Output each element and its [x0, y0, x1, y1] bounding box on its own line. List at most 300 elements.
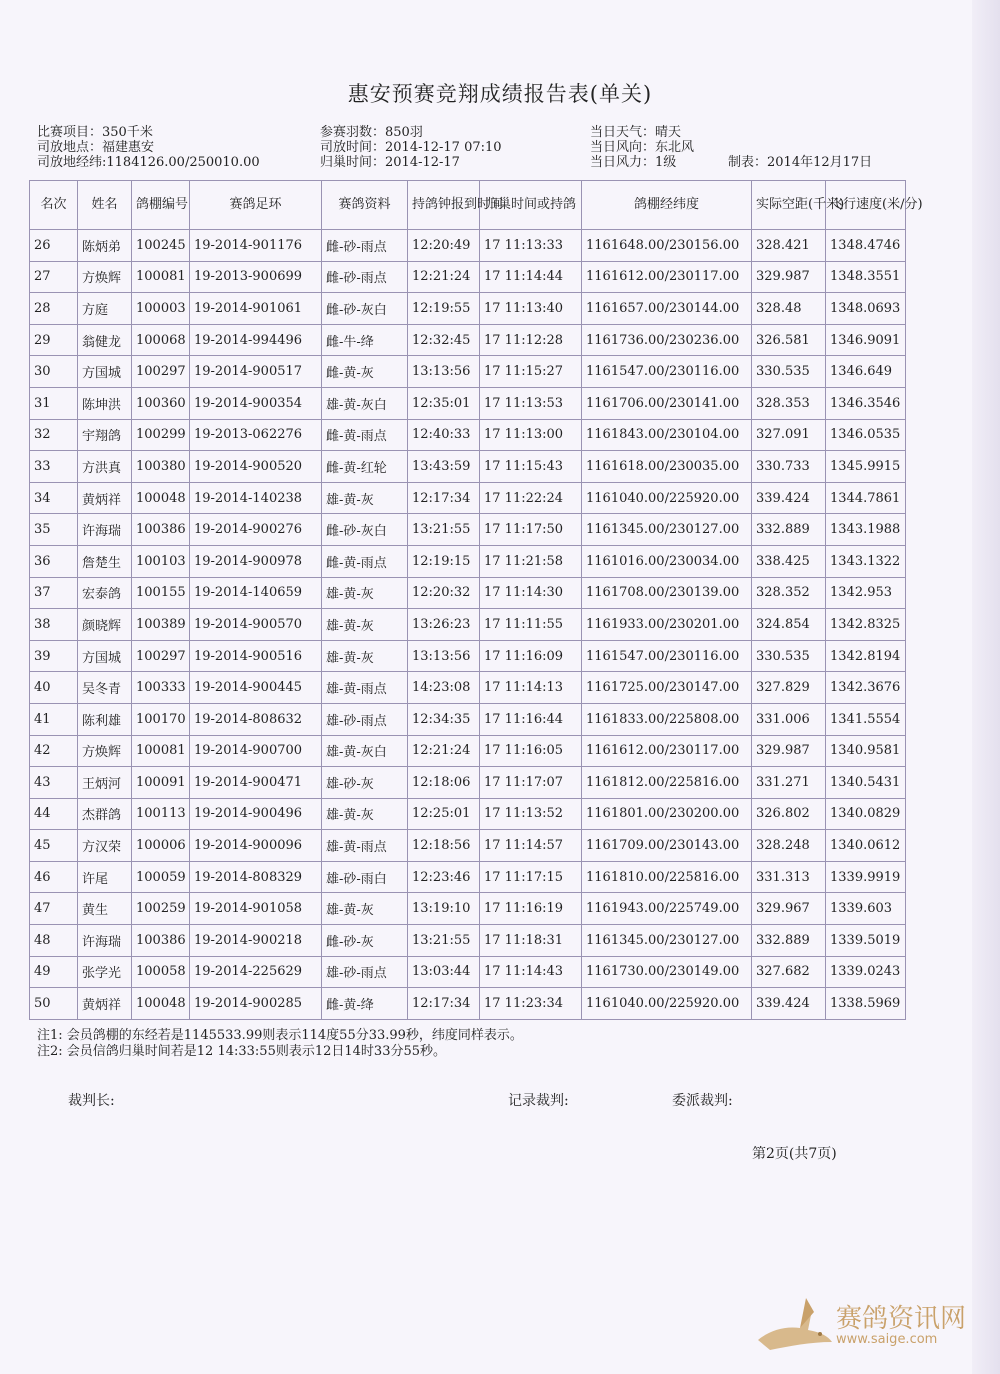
- cell-ring-number: 19-2014-900471: [190, 767, 322, 799]
- cell-rank: 32: [30, 419, 78, 451]
- cell-loft-id: 100006: [132, 830, 190, 862]
- info-release-time: 司放时间：2014-12-17 07:10: [320, 140, 502, 155]
- cell-rank: 37: [30, 577, 78, 609]
- cell-return-time: 17 11:11:55: [480, 609, 582, 641]
- cell-bird-info: 雌-砂-雨点: [322, 230, 408, 262]
- cell-ring-number: 19-2014-900096: [190, 830, 322, 862]
- cell-distance: 327.091: [752, 419, 826, 451]
- cell-clock-time: 12:18:06: [408, 767, 480, 799]
- table-row: [30, 609, 906, 641]
- cell-name: 方洪真: [78, 451, 132, 483]
- cell-return-time: 17 11:16:44: [480, 703, 582, 735]
- cell-speed: 1340.9581: [826, 735, 906, 767]
- cell-name: 方国城: [78, 640, 132, 672]
- table-row: [30, 830, 906, 862]
- table-row: [30, 387, 906, 419]
- cell-loft-id: 100380: [132, 451, 190, 483]
- table-row: [30, 988, 906, 1020]
- cell-rank: 29: [30, 324, 78, 356]
- cell-name: 方汉荣: [78, 830, 132, 862]
- cell-return-time: 17 11:14:30: [480, 577, 582, 609]
- cell-distance: 339.424: [752, 988, 826, 1020]
- cell-return-time: 17 11:12:28: [480, 324, 582, 356]
- cell-return-time: 17 11:16:05: [480, 735, 582, 767]
- cell-loft-coords: 1161736.00/230236.00: [582, 324, 752, 356]
- cell-distance: 331.313: [752, 861, 826, 893]
- cell-bird-info: 雌-黄-红轮: [322, 451, 408, 483]
- cell-loft-id: 100297: [132, 356, 190, 388]
- cell-ring-number: 19-2013-900699: [190, 261, 322, 293]
- cell-clock-time: 12:34:35: [408, 703, 480, 735]
- info-col-1: [37, 125, 260, 170]
- cell-ring-number: 19-2014-900700: [190, 735, 322, 767]
- cell-distance: 329.987: [752, 261, 826, 293]
- cell-speed: 1346.3546: [826, 387, 906, 419]
- cell-name: 王炳河: [78, 767, 132, 799]
- cell-return-time: 17 11:14:43: [480, 956, 582, 988]
- cell-name: 许海瑞: [78, 514, 132, 546]
- cell-rank: 28: [30, 293, 78, 325]
- cell-bird-info: 雄-黄-灰白: [322, 735, 408, 767]
- cell-return-time: 17 11:14:57: [480, 830, 582, 862]
- cell-rank: 36: [30, 545, 78, 577]
- cell-speed: 1340.0829: [826, 798, 906, 830]
- cell-loft-coords: 1161612.00/230117.00: [582, 261, 752, 293]
- col-header-clock-time: 持鸽钟报到时间: [408, 181, 480, 230]
- cell-loft-id: 100081: [132, 261, 190, 293]
- cell-bird-info: 雄-砂-雨点: [322, 703, 408, 735]
- table-row: [30, 261, 906, 293]
- cell-speed: 1342.953: [826, 577, 906, 609]
- cell-name: 方庭: [78, 293, 132, 325]
- cell-rank: 40: [30, 672, 78, 704]
- cell-bird-info: 雄-黄-灰: [322, 577, 408, 609]
- cell-loft-coords: 1161345.00/230127.00: [582, 514, 752, 546]
- cell-loft-coords: 1161657.00/230144.00: [582, 293, 752, 325]
- cell-loft-id: 100389: [132, 609, 190, 641]
- cell-loft-id: 100113: [132, 798, 190, 830]
- cell-distance: 329.987: [752, 735, 826, 767]
- page-indicator: 第2页(共7页): [752, 1146, 837, 1162]
- cell-clock-time: 13:13:56: [408, 640, 480, 672]
- cell-distance: 331.006: [752, 703, 826, 735]
- table-row: [30, 893, 906, 925]
- cell-speed: 1346.649: [826, 356, 906, 388]
- cell-distance: 328.48: [752, 293, 826, 325]
- cell-ring-number: 19-2014-808632: [190, 703, 322, 735]
- cell-speed: 1339.0243: [826, 956, 906, 988]
- cell-speed: 1343.1988: [826, 514, 906, 546]
- cell-loft-coords: 1161843.00/230104.00: [582, 419, 752, 451]
- results-table: [29, 180, 923, 1020]
- info-release-place: 司放地点：福建惠安: [37, 140, 155, 155]
- cell-loft-id: 100297: [132, 640, 190, 672]
- cell-speed: 1345.9915: [826, 451, 906, 483]
- table-header-row: [30, 181, 906, 230]
- col-header-speed: 飞行速度(米/分): [826, 181, 906, 230]
- cell-loft-coords: 1161547.00/230116.00: [582, 640, 752, 672]
- cell-speed: 1339.9919: [826, 861, 906, 893]
- info-event: 比赛项目：350千米: [37, 125, 153, 140]
- cell-clock-time: 13:26:23: [408, 609, 480, 641]
- cell-return-time: 17 11:13:53: [480, 387, 582, 419]
- table-row: [30, 451, 906, 483]
- col-header-bird-info: 赛鸽资料: [322, 181, 408, 230]
- notes: [37, 1028, 523, 1060]
- cell-clock-time: 12:21:24: [408, 261, 480, 293]
- cell-bird-info: 雌-砂-灰: [322, 925, 408, 957]
- cell-rank: 47: [30, 893, 78, 925]
- cell-return-time: 17 11:22:24: [480, 482, 582, 514]
- cell-return-time: 17 11:13:52: [480, 798, 582, 830]
- info-entries: 参赛羽数：850羽: [320, 125, 423, 140]
- chief-referee-label: 裁判长:: [68, 1093, 115, 1109]
- cell-ring-number: 19-2014-808329: [190, 861, 322, 893]
- cell-ring-number: 19-2014-140238: [190, 482, 322, 514]
- cell-speed: 1348.3551: [826, 261, 906, 293]
- cell-rank: 39: [30, 640, 78, 672]
- cell-distance: 326.802: [752, 798, 826, 830]
- cell-rank: 41: [30, 703, 78, 735]
- table-row: [30, 230, 906, 262]
- cell-speed: 1343.1322: [826, 545, 906, 577]
- cell-return-time: 17 11:15:27: [480, 356, 582, 388]
- cell-loft-id: 100058: [132, 956, 190, 988]
- cell-loft-id: 100386: [132, 925, 190, 957]
- cell-name: 杰群鸽: [78, 798, 132, 830]
- cell-bird-info: 雄-黄-灰: [322, 609, 408, 641]
- cell-name: 方焕辉: [78, 735, 132, 767]
- cell-name: 张学光: [78, 956, 132, 988]
- cell-name: 许海瑞: [78, 925, 132, 957]
- cell-bird-info: 雄-黄-灰: [322, 482, 408, 514]
- cell-speed: 1340.0612: [826, 830, 906, 862]
- cell-loft-id: 100059: [132, 861, 190, 893]
- cell-clock-time: 12:17:34: [408, 988, 480, 1020]
- cell-loft-coords: 1161810.00/225816.00: [582, 861, 752, 893]
- cell-name: 方焕辉: [78, 261, 132, 293]
- table-row: [30, 735, 906, 767]
- info-return-time: 归巢时间：2014-12-17: [320, 155, 460, 170]
- cell-loft-id: 100081: [132, 735, 190, 767]
- cell-loft-coords: 1161648.00/230156.00: [582, 230, 752, 262]
- info-wind-direction: 当日风向：东北风: [590, 140, 695, 155]
- cell-name: 黄生: [78, 893, 132, 925]
- cell-clock-time: 13:21:55: [408, 514, 480, 546]
- cell-ring-number: 19-2014-901176: [190, 230, 322, 262]
- cell-clock-time: 12:40:33: [408, 419, 480, 451]
- cell-return-time: 17 11:13:00: [480, 419, 582, 451]
- cell-return-time: 17 11:13:40: [480, 293, 582, 325]
- cell-clock-time: 12:19:15: [408, 545, 480, 577]
- cell-bird-info: 雄-黄-灰: [322, 640, 408, 672]
- cell-distance: 327.829: [752, 672, 826, 704]
- cell-loft-id: 100259: [132, 893, 190, 925]
- cell-ring-number: 19-2014-900570: [190, 609, 322, 641]
- cell-distance: 332.889: [752, 925, 826, 957]
- cell-ring-number: 19-2014-900978: [190, 545, 322, 577]
- cell-loft-coords: 1161933.00/230201.00: [582, 609, 752, 641]
- cell-return-time: 17 11:17:07: [480, 767, 582, 799]
- cell-name: 颜晓辉: [78, 609, 132, 641]
- cell-clock-time: 12:20:49: [408, 230, 480, 262]
- cell-bird-info: 雌-砂-雨点: [322, 261, 408, 293]
- cell-name: 方国城: [78, 356, 132, 388]
- table-row: [30, 703, 906, 735]
- cell-bird-info: 雄-黄-雨点: [322, 672, 408, 704]
- cell-return-time: 17 11:18:31: [480, 925, 582, 957]
- info-col-3: [590, 125, 694, 170]
- cell-rank: 34: [30, 482, 78, 514]
- cell-loft-id: 100245: [132, 230, 190, 262]
- cell-ring-number: 19-2013-062276: [190, 419, 322, 451]
- cell-bird-info: 雌-黄-绛: [322, 988, 408, 1020]
- cell-rank: 33: [30, 451, 78, 483]
- cell-loft-id: 100103: [132, 545, 190, 577]
- table-row: [30, 640, 906, 672]
- note-2: 注2: 会员信鸽归巢时间若是12 14:33:55则表示12日14时33分55秒。: [37, 1044, 447, 1059]
- cell-distance: 330.535: [752, 640, 826, 672]
- cell-rank: 50: [30, 988, 78, 1020]
- cell-bird-info: 雌-黄-灰: [322, 356, 408, 388]
- cell-bird-info: 雄-黄-灰: [322, 798, 408, 830]
- cell-clock-time: 12:18:56: [408, 830, 480, 862]
- cell-speed: 1342.8194: [826, 640, 906, 672]
- col-header-name: 姓名: [78, 181, 132, 230]
- cell-loft-coords: 1161943.00/225749.00: [582, 893, 752, 925]
- cell-loft-coords: 1161547.00/230116.00: [582, 356, 752, 388]
- col-header-distance: 实际空距(千米): [752, 181, 826, 230]
- cell-loft-coords: 1161801.00/230200.00: [582, 798, 752, 830]
- cell-loft-coords: 1161040.00/225920.00: [582, 988, 752, 1020]
- info-wind-force: 当日风力：1级: [590, 155, 677, 170]
- col-header-loft-id: 鸽棚编号: [132, 181, 190, 230]
- cell-bird-info: 雌-砂-灰白: [322, 514, 408, 546]
- info-made-date: 制表：2014年12月17日: [728, 155, 873, 170]
- cell-bird-info: 雄-黄-灰: [322, 893, 408, 925]
- cell-return-time: 17 11:13:33: [480, 230, 582, 262]
- table-row: [30, 861, 906, 893]
- col-header-loft-coords: 鸽棚经纬度: [582, 181, 752, 230]
- cell-bird-info: 雄-黄-雨点: [322, 830, 408, 862]
- cell-distance: 328.421: [752, 230, 826, 262]
- cell-distance: 324.854: [752, 609, 826, 641]
- info-col-2: [320, 125, 502, 170]
- cell-clock-time: 12:17:34: [408, 482, 480, 514]
- cell-speed: 1338.5969: [826, 988, 906, 1020]
- cell-speed: 1341.5554: [826, 703, 906, 735]
- cell-clock-time: 12:19:55: [408, 293, 480, 325]
- cell-bird-info: 雄-砂-雨白: [322, 861, 408, 893]
- cell-distance: 332.889: [752, 514, 826, 546]
- cell-bird-info: 雌-黄-雨点: [322, 419, 408, 451]
- cell-loft-id: 100386: [132, 514, 190, 546]
- cell-speed: 1346.9091: [826, 324, 906, 356]
- table-row: [30, 419, 906, 451]
- cell-return-time: 17 11:14:44: [480, 261, 582, 293]
- cell-rank: 31: [30, 387, 78, 419]
- cell-distance: 326.581: [752, 324, 826, 356]
- cell-clock-time: 12:25:01: [408, 798, 480, 830]
- col-header-return-time: 归巢时间或持鸽: [480, 181, 582, 230]
- table-row: [30, 293, 906, 325]
- cell-rank: 26: [30, 230, 78, 262]
- cell-loft-coords: 1161725.00/230147.00: [582, 672, 752, 704]
- cell-ring-number: 19-2014-901061: [190, 293, 322, 325]
- table-row: [30, 767, 906, 799]
- cell-loft-id: 100048: [132, 988, 190, 1020]
- cell-name: 许尾: [78, 861, 132, 893]
- cell-clock-time: 12:21:24: [408, 735, 480, 767]
- cell-distance: 331.271: [752, 767, 826, 799]
- cell-distance: 328.248: [752, 830, 826, 862]
- cell-bird-info: 雄-砂-雨点: [322, 956, 408, 988]
- cell-name: 宏泰鸽: [78, 577, 132, 609]
- info-weather: 当日天气：晴天: [590, 125, 682, 140]
- cell-name: 陈炳弟: [78, 230, 132, 262]
- watermark-text: 赛鸽资讯网: [836, 1304, 967, 1334]
- cell-ring-number: 19-2014-994496: [190, 324, 322, 356]
- cell-speed: 1340.5431: [826, 767, 906, 799]
- cell-rank: 35: [30, 514, 78, 546]
- cell-return-time: 17 11:15:43: [480, 451, 582, 483]
- cell-loft-id: 100048: [132, 482, 190, 514]
- cell-rank: 46: [30, 861, 78, 893]
- cell-distance: 339.424: [752, 482, 826, 514]
- cell-bird-info: 雌-牛-绛: [322, 324, 408, 356]
- cell-loft-id: 100360: [132, 387, 190, 419]
- table-row: [30, 545, 906, 577]
- cell-rank: 43: [30, 767, 78, 799]
- cell-ring-number: 19-2014-900276: [190, 514, 322, 546]
- cell-ring-number: 19-2014-900520: [190, 451, 322, 483]
- cell-clock-time: 12:23:46: [408, 861, 480, 893]
- watermark-logo: [750, 1290, 965, 1360]
- recording-referee-label: 记录裁判:: [508, 1093, 569, 1109]
- cell-return-time: 17 11:17:50: [480, 514, 582, 546]
- cell-loft-coords: 1161708.00/230139.00: [582, 577, 752, 609]
- cell-ring-number: 19-2014-900445: [190, 672, 322, 704]
- delegated-referee-label: 委派裁判:: [672, 1093, 733, 1109]
- cell-clock-time: 13:13:56: [408, 356, 480, 388]
- cell-ring-number: 19-2014-900354: [190, 387, 322, 419]
- note-1: 注1: 会员鸽棚的东经若是1145533.99则表示114度55分33.99秒，纬度同样表示。: [37, 1028, 523, 1043]
- cell-loft-coords: 1161730.00/230149.00: [582, 956, 752, 988]
- cell-return-time: 17 11:17:15: [480, 861, 582, 893]
- cell-return-time: 17 11:16:09: [480, 640, 582, 672]
- info-release-coords: 司放地经纬:1184126.00/250010.00: [37, 155, 260, 170]
- cell-clock-time: 13:03:44: [408, 956, 480, 988]
- cell-rank: 48: [30, 925, 78, 957]
- cell-loft-id: 100091: [132, 767, 190, 799]
- cell-rank: 44: [30, 798, 78, 830]
- cell-distance: 330.535: [752, 356, 826, 388]
- cell-distance: 338.425: [752, 545, 826, 577]
- table-row: [30, 356, 906, 388]
- cell-return-time: 17 11:14:13: [480, 672, 582, 704]
- cell-speed: 1342.3676: [826, 672, 906, 704]
- cell-ring-number: 19-2014-900285: [190, 988, 322, 1020]
- cell-return-time: 17 11:21:58: [480, 545, 582, 577]
- cell-distance: 330.733: [752, 451, 826, 483]
- cell-clock-time: 14:23:08: [408, 672, 480, 704]
- cell-ring-number: 19-2014-140659: [190, 577, 322, 609]
- cell-name: 黄炳祥: [78, 988, 132, 1020]
- cell-loft-coords: 1161618.00/230035.00: [582, 451, 752, 483]
- cell-speed: 1342.8325: [826, 609, 906, 641]
- cell-clock-time: 13:21:55: [408, 925, 480, 957]
- cell-name: 宇翔鸽: [78, 419, 132, 451]
- cell-bird-info: 雌-砂-灰白: [322, 293, 408, 325]
- table-row: [30, 925, 906, 957]
- cell-name: 陈坤洪: [78, 387, 132, 419]
- cell-ring-number: 19-2014-900516: [190, 640, 322, 672]
- cell-ring-number: 19-2014-225629: [190, 956, 322, 988]
- cell-clock-time: 12:32:45: [408, 324, 480, 356]
- cell-name: 詹楚生: [78, 545, 132, 577]
- cell-bird-info: 雄-黄-灰白: [322, 387, 408, 419]
- cell-ring-number: 19-2014-900496: [190, 798, 322, 830]
- table-row: [30, 798, 906, 830]
- cell-loft-coords: 1161612.00/230117.00: [582, 735, 752, 767]
- table-row: [30, 514, 906, 546]
- cell-speed: 1344.7861: [826, 482, 906, 514]
- cell-loft-id: 100155: [132, 577, 190, 609]
- cell-name: 吴冬青: [78, 672, 132, 704]
- cell-distance: 329.967: [752, 893, 826, 925]
- cell-ring-number: 19-2014-900517: [190, 356, 322, 388]
- table-row: [30, 672, 906, 704]
- cell-return-time: 17 11:16:19: [480, 893, 582, 925]
- cell-speed: 1348.4746: [826, 230, 906, 262]
- cell-bird-info: 雄-砂-灰: [322, 767, 408, 799]
- cell-rank: 45: [30, 830, 78, 862]
- cell-bird-info: 雌-黄-雨点: [322, 545, 408, 577]
- cell-distance: 328.352: [752, 577, 826, 609]
- cell-loft-id: 100003: [132, 293, 190, 325]
- table-row: [30, 324, 906, 356]
- cell-loft-id: 100170: [132, 703, 190, 735]
- table-row: [30, 482, 906, 514]
- scan-edge: [972, 0, 1000, 1374]
- cell-rank: 27: [30, 261, 78, 293]
- report-title: 惠安预赛竞翔成绩报告表(单关): [347, 82, 653, 106]
- cell-loft-coords: 1161016.00/230034.00: [582, 545, 752, 577]
- cell-loft-id: 100299: [132, 419, 190, 451]
- cell-loft-coords: 1161709.00/230143.00: [582, 830, 752, 862]
- cell-loft-coords: 1161040.00/225920.00: [582, 482, 752, 514]
- watermark-url: www.saige.com: [836, 1332, 938, 1347]
- cell-clock-time: 13:43:59: [408, 451, 480, 483]
- cell-speed: 1348.0693: [826, 293, 906, 325]
- col-header-rank: 名次: [30, 181, 78, 230]
- pigeon-logo-icon: [750, 1290, 836, 1360]
- cell-return-time: 17 11:23:34: [480, 988, 582, 1020]
- cell-clock-time: 13:19:10: [408, 893, 480, 925]
- cell-clock-time: 12:35:01: [408, 387, 480, 419]
- cell-rank: 49: [30, 956, 78, 988]
- cell-rank: 30: [30, 356, 78, 388]
- cell-speed: 1339.5019: [826, 925, 906, 957]
- cell-loft-id: 100333: [132, 672, 190, 704]
- cell-rank: 42: [30, 735, 78, 767]
- cell-name: 翁健龙: [78, 324, 132, 356]
- cell-name: 陈利雄: [78, 703, 132, 735]
- cell-name: 黄炳祥: [78, 482, 132, 514]
- cell-distance: 327.682: [752, 956, 826, 988]
- cell-rank: 38: [30, 609, 78, 641]
- cell-ring-number: 19-2014-900218: [190, 925, 322, 957]
